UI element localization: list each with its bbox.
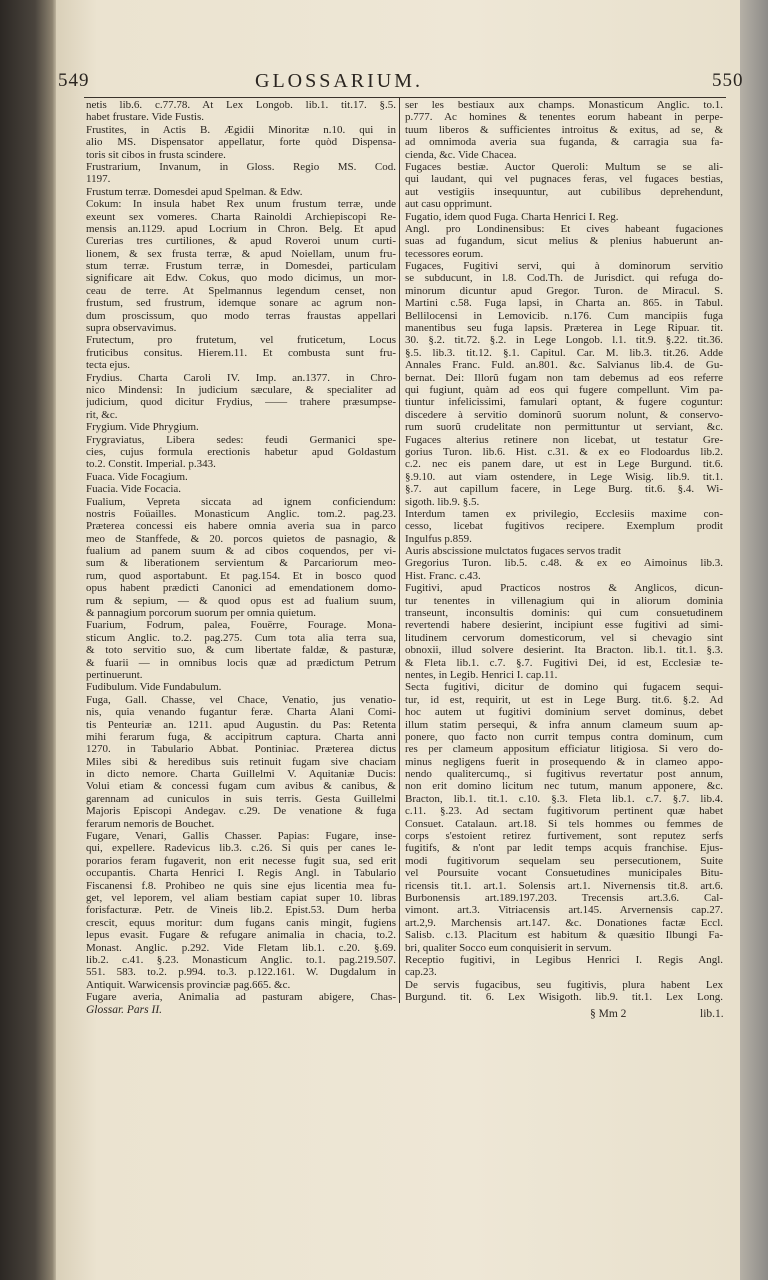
- text-line: 30. §.2. tit.72. §.2. in Lege Longob. l.1. tit.9. §.22. tit.36.: [405, 334, 723, 347]
- text-line: 551. 583. to.2. p.994. to.3. p.122.161. W. Dugdalum in: [86, 966, 396, 979]
- text-line: nico Mindensi: In judicium sæculare, & specialiter ad: [86, 383, 396, 396]
- text-line: & fuarii — in omnibus locis quæ ad prædictum Petrum: [86, 656, 396, 669]
- text-line: gorius Turon. lib.6. Hist. c.31. & ex eo Flodoardus lib.2.: [405, 445, 723, 458]
- text-line: Interdum tamen ex privilegio, Ecclesiis maxime con-: [405, 507, 723, 520]
- text-line: toris sit cibos in frusta scindere.: [86, 148, 226, 161]
- text-line: meo de Stanffede, & 20. porcos quietos de pasnagio, &: [86, 532, 396, 545]
- text-line: Burgund. tit. 6. Lex Wisigoth. lib.9. tit.1. Lex Long.: [405, 991, 723, 1004]
- text-line: Fiscanensi f.8. Prohibeo ne quis sine ejus licentia mea fu-: [86, 879, 396, 892]
- text-line: illum statim persequi, & infra annum clameum suum ap-: [405, 718, 723, 731]
- text-line: Receptio fugitivi, in Legibus Henrici I. Regis Angl.: [405, 953, 723, 966]
- text-line: Annales Franc. Fuld. an.801. &c. Salvianus lib.4. de Gu-: [405, 359, 723, 372]
- text-line: Frustites, in Actis B. Ægidii Minoritæ n.10. qui in: [86, 123, 396, 136]
- text-line: p.777. Ac homines & tenentes eorum habeant in perpe-: [405, 111, 723, 124]
- text-line: cienda, &c. Vide Chacea.: [405, 148, 517, 161]
- text-line: cap.23.: [405, 966, 437, 979]
- text-line: ser les bestiaux aux champs. Monasticum Anglic. to.1.: [405, 99, 723, 111]
- text-line: qui, expellere. Radevicus lib.3. c.26. Si quis per canes le-: [86, 842, 396, 855]
- text-line: supra observavimus.: [86, 322, 177, 335]
- text-line: nostris Foüailles. Monasticum Anglic. tom.2. pag.23.: [86, 507, 396, 520]
- text-line: bri, qualiter Socco eum conquisierit in servum.: [405, 941, 612, 954]
- header-rule: [84, 97, 726, 98]
- text-line: garennam ad cuniculos in suis terris. Gesta Guillelmi: [86, 792, 396, 805]
- text-line: & toto servitio suo, & cum libertate faldæ, & pasturæ,: [86, 644, 396, 657]
- book-binding: [0, 0, 58, 1280]
- text-line: tiuntur infelicissimi, famulari optant, & fugere coguntur:: [405, 396, 723, 409]
- text-line: se subducunt, in l.8. Cod.Th. de Jurisdict. qui refuga do-: [405, 272, 723, 285]
- text-line: nendo qualitercumq., si fugitivus revertatur post annum,: [405, 768, 723, 781]
- text-line: Fugaces bestiæ. Auctor Queroli: Multum se se ali-: [405, 160, 723, 173]
- text-line: tur, id est, requirit, ut est in Lege Burg. tit.6. §.2. Ad: [405, 693, 723, 706]
- text-line: suas ad fugandum, sicut melius & plenius habuerunt an-: [405, 235, 723, 248]
- text-line: Fuacia. Vide Focacia.: [86, 483, 182, 496]
- text-line: alio MS. Dispensator appellatur, forte quòd Dispensa-: [86, 136, 396, 149]
- text-line: Frustrarium, Invanum, in Gloss. Regio MS. Cod.: [86, 160, 396, 173]
- text-line: Fuarium, Fodrum, palea, Fouërre, Fourage. Mona-: [86, 619, 396, 632]
- text-line: porarios feram fugaverit, non erit necesse fugit sua, sed erit: [86, 854, 396, 867]
- text-line: Fugatio, idem quod Fuga. Charta Henrici I. Reg.: [405, 210, 619, 223]
- text-line: Frygraviatus, Libera sedes: feudi Germanici spe-: [86, 433, 396, 446]
- text-line: nentes, in Legib. Henrici I. cap.11.: [405, 668, 558, 681]
- text-line: Fugare averia, Animalia ad pasturam abigere, Chas-: [86, 991, 396, 1004]
- right-column: [405, 99, 723, 1004]
- text-line: Fugare, Venari, Gallis Chasser. Papias: Fugare, inse-: [86, 830, 396, 843]
- text-line: Ingulfus p.859.: [405, 532, 472, 545]
- text-line: Gregorius Turon. lib.5. c.48. & ex eo Aimoinus lib.3.: [405, 557, 723, 570]
- text-line: minorum dicuntur apud Gregor. Turon. de Miracul. S.: [405, 284, 723, 297]
- text-line: opus habent prædicti Canonici ad emendationem domo-: [86, 582, 396, 595]
- text-line: ceau de terre. At Spelmannus legendum censet, non: [86, 284, 396, 297]
- text-line: Frydius. Charta Caroli IV. Imp. an.1377. in Chro-: [86, 371, 396, 384]
- text-line: Monast. Anglic. p.292. Vide Fletam lib.1. c.20. §.69.: [86, 941, 396, 954]
- text-line: Fugaces, Fugitivi servi, qui à dominorum servitio: [405, 260, 723, 273]
- text-line: qui fugiunt, quàm ad eos qui fugere compellunt. Vim pa-: [405, 383, 723, 396]
- page-number-right: 550: [712, 70, 744, 91]
- text-line: cesso, licebat fugitivos recipere. Exemplum prodit: [405, 520, 723, 533]
- text-line: mensis an.1129. apud Locrium in Chron. Belg. Et apud: [86, 222, 396, 235]
- text-line: Bracton, lib.1. tit.1. c.10. §.3. Fleta lib.1. c.7. §.7. lib.4.: [405, 792, 723, 805]
- text-line: discedere à servitio dominorũ suorum nolunt, & conservo-: [405, 408, 723, 421]
- text-line: Antiquit. Warwicensis provinciæ pag.665. &c.: [86, 978, 291, 991]
- left-column: [86, 99, 396, 1004]
- text-line: Curerias tres curtiliones, & apud Roveroi unum curti-: [86, 235, 396, 248]
- text-line: Secta fugitivi, dicitur de domino qui fugacem sequi-: [405, 681, 723, 694]
- text-line: Consuet. Catalaun. art.18. Si tels hommes ou femmes de: [405, 817, 723, 830]
- catchword: lib.1.: [700, 1008, 724, 1020]
- running-title: GLOSSARIUM.: [255, 70, 424, 92]
- text-line: art.2,9. Marchensis art.147. &c. Donationes factæ Eccl.: [405, 916, 723, 929]
- text-line: dum proscissum, quo modo terras fraustas appellari: [86, 309, 396, 322]
- text-line: occupantis. Charta Henrici I. Regis Angl. in Tabulario: [86, 867, 396, 880]
- text-line: rum suorũ crudelitate non permittuntur ut serviant, &c.: [405, 421, 723, 434]
- text-line: fugitifs, & n'ont par ledit temps acquis franchise. Ejus-: [405, 842, 723, 855]
- text-line: §.9.10. aut viam ostendere, in Lege Wisig. lib.9. tit.1.: [405, 470, 723, 483]
- text-line: Volui etiam & concessi fugam cum avibus & canibus, &: [86, 780, 396, 793]
- text-line: res per clameum appositum efficiatur litigiosa. Si vero do-: [405, 743, 723, 756]
- text-line: Martini c.58. Fuga lapsi, in Charta an. 865. in Tabul.: [405, 297, 723, 310]
- text-line: rum & sepium, — & quod opus est ad fualium suum,: [86, 594, 396, 607]
- text-line: forisfacturæ. Petr. de Vineis lib.2. Epist.53. Dum herba: [86, 904, 396, 917]
- text-line: significare ait Edw. Cokus, quo modo dicimus, un mor-: [86, 272, 396, 285]
- text-line: crescit, equus moritur: dum fugans canis mingit, fugiens: [86, 916, 396, 929]
- text-line: rit, &c.: [86, 408, 118, 421]
- text-line: Fuga, Gall. Chasse, vel Chace, Venatio, jus venatio-: [86, 693, 396, 706]
- text-line: Fuaca. Vide Focagium.: [86, 470, 188, 483]
- text-line: §.7. aut capillum facere, in Lege Burg. tit.6. §.4. Wi-: [405, 483, 723, 496]
- text-line: ad omnimoda averia sua fuganda, & carragia sua fa-: [405, 136, 723, 149]
- text-line: rum, quod asportabunt. Et pag.154. Et in bosco quod: [86, 569, 396, 582]
- text-line: Salisb. c.13. Placitum est habitum & quæsitio Ilbungi Fa-: [405, 929, 723, 942]
- text-line: De servis fugacibus, seu fugitivis, plura habent Lex: [405, 978, 723, 991]
- text-line: Fugaces alterius retinere non licebat, ut testatur Gre-: [405, 433, 723, 446]
- text-line: obnoxii, illud solvere desierint. Ita Bracton. lib.1. tit.1. §.3.: [405, 644, 723, 657]
- text-line: habet frustare. Vide Fustis.: [86, 111, 204, 124]
- text-line: tecessores eorum.: [405, 247, 484, 260]
- text-line: lib.2. c.41. §.23. Monasticum Anglic. to.1. pag.219.507.: [86, 953, 396, 966]
- text-line: tecta ejus.: [86, 359, 130, 372]
- text-line: stum terræ. Frustum terræ, in Domesdei, particulam: [86, 260, 396, 273]
- text-line: 1270. in Tabulario Abbat. Pontiniac. Præterea dictus: [86, 743, 396, 756]
- text-line: manentibus seu fuga lapsis. Præterea in Lege Ripuar. tit.: [405, 322, 723, 335]
- text-line: get, vel leporem, vel aliam bestiam capiat super 10. libras: [86, 892, 396, 904]
- text-line: pertinuerunt.: [86, 668, 143, 681]
- text-line: non erit domino licitum nec tutum, manum apponere, &c.: [405, 780, 723, 793]
- text-line: fualium ad panem suum & ad cibos coquendos, per vi-: [86, 545, 396, 558]
- text-line: & Fleta lib.1. c.7. §.7. Fugitivi Dei, id est, Ecclesiæ te-: [405, 656, 723, 669]
- column-divider: [399, 98, 400, 1003]
- text-line: tuum liberos & sufficientes introitus & exitus, ad se, &: [405, 123, 723, 136]
- text-line: Bellilocensi in Lemovicib. n.176. Cum mancipiis fuga: [405, 309, 723, 322]
- text-line: lionem, & sex frusta terræ, & apud Noiellam, unum fru-: [86, 247, 396, 260]
- text-line: Burbonensis art.189.197.203. Trecensis art.3.6. Cal-: [405, 892, 723, 904]
- text-line: lepus evasit. Fugare & refugare animalia in chacia, to.2.: [86, 929, 396, 942]
- text-line: qui laudant, qui vel pugnaces feras, vel fugaces bestias,: [405, 173, 723, 186]
- text-line: sticum Anglic. to.2. pag.275. Cum tota alia terra sua,: [86, 631, 396, 644]
- text-line: Frygium. Vide Phrygium.: [86, 421, 199, 434]
- text-line: sum & liberationem servientum & Parcariorum meo-: [86, 557, 396, 570]
- text-line: Cokum: In insula habet Rex unum frustum terræ, unde: [86, 198, 396, 211]
- text-line: ricensis tit.1. art.1. Solensis art.1. Nivernensis tit.8. art.6.: [405, 879, 723, 892]
- text-line: modi fugitivorum sequelam seu persecutionem, Suite: [405, 854, 723, 867]
- text-line: corps s'estoient retirez furtivement, sont reputez serfs: [405, 830, 723, 843]
- text-line: Fugitivi, apud Practicos nostros & Anglicos, dicun-: [405, 582, 723, 595]
- text-line: Frustum terræ. Domesdei apud Spelman. & Edw.: [86, 185, 303, 198]
- text-line: exeunt sex vomeres. Charta Rainoldi Archiepiscopi Re-: [86, 210, 396, 223]
- text-line: c.11. §.23. Ad sectam fugitivorum pertinent quæ habet: [405, 805, 723, 818]
- text-line: netis lib.6. c.77.78. At Lex Longob. lib.1. tit.17. §.5.: [86, 99, 396, 111]
- text-line: c.2. nec eis panem dare, ut est in Lege Burgund. tit.6.: [405, 458, 723, 471]
- text-line: Majoris Episcopi Andegav. c.29. De venatione & fuga: [86, 805, 396, 818]
- text-line: in dicto nemore. Charta Guillelmi V. Aquitaniæ Ducis:: [86, 768, 396, 781]
- text-line: Frutectum, pro frutetum, vel fruticetum, Locus: [86, 334, 396, 347]
- text-line: to.2. Constit. Imperial. p.343.: [86, 458, 216, 471]
- text-line: ferarum nemoris de Bouchet.: [86, 817, 215, 830]
- text-line: vimont. art.3. Vitriacensis art.145. Arvernensis cap.27.: [405, 904, 723, 917]
- page-edge: [740, 0, 768, 1280]
- text-line: §.5. lib.3. tit.12. §.1. Capitul. Car. M. lib.3. tit.26. Adde: [405, 346, 723, 359]
- text-line: 1197.: [86, 173, 111, 186]
- text-line: cies, cujus formula erectionis habetur apud Goldastum: [86, 445, 396, 458]
- text-line: ponere, quo facto non currit tempus contra dominum, cum: [405, 730, 723, 743]
- text-line: Hist. Franc. c.43.: [405, 569, 481, 582]
- text-line: nis, quia venando fugantur feræ. Charta Alani Comi-: [86, 706, 396, 719]
- text-line: bernat. Dei: Illorũ fugam non tam debemus ad eos referre: [405, 371, 723, 384]
- text-line: transeunt, inconsultis dominis: qui cum consuetudinem: [405, 607, 723, 620]
- text-line: Angl. pro Londinensibus: Et cives habeant fugaciones: [405, 222, 723, 235]
- text-line: judicium, quod dicitur Frydius, —— trahere præsumpse-: [86, 396, 396, 409]
- text-line: litudinem cervorum domesticorum, vel si chevagio sint: [405, 631, 723, 644]
- text-line: mihi ferarum fuga, & accipitrum captura. Charta anni: [86, 730, 396, 743]
- text-line: Fudibulum. Vide Fundabulum.: [86, 681, 222, 694]
- footer-title: Glossar. Pars II.: [86, 1004, 163, 1016]
- text-line: tur tenentes in villenagium qui in aliorum dominia: [405, 594, 723, 607]
- text-line: sigoth. lib.9. §.5.: [405, 495, 480, 508]
- text-line: Fualium, Vepreta siccata ad ignem conficiendum:: [86, 495, 396, 508]
- text-line: aut vestigiis insequuntur, aut cubilibus deprehendunt,: [405, 185, 723, 198]
- text-line: Auris abscissione mulctatos fugaces servos tradit: [405, 545, 621, 558]
- page-number-left: 549: [58, 70, 90, 91]
- text-line: tis Penteuriæ an. 1211. apud Augustin. du Pas: Retenta: [86, 718, 396, 731]
- text-line: revertendi habere desierint, incipiunt esse fugitivi ad simi-: [405, 619, 723, 632]
- text-line: Miles sibi & heredibus suis retinuit fugam sive chaciam: [86, 755, 396, 768]
- text-line: minus negligens fuerit in prosequendo & in clameo appo-: [405, 755, 723, 768]
- signature-mark: § Mm 2: [590, 1008, 627, 1020]
- text-line: hoc autem ut fugitivi dominium servet dominus, debet: [405, 706, 723, 719]
- text-line: aut casu opprimunt.: [405, 198, 493, 211]
- text-line: frustum, sed frustrum, idemque sonare ac agrum non-: [86, 297, 396, 310]
- text-line: Præterea concessi eis habere omnia averia sua in parco: [86, 520, 396, 533]
- text-line: vel Poursuite vocant Consuetudines municipales Bitu-: [405, 867, 723, 880]
- text-line: & pannagium porcorum suorum per omnia quietum.: [86, 607, 317, 620]
- text-line: fruticibus consitus. Hierem.11. Et combusta sunt fru-: [86, 346, 396, 359]
